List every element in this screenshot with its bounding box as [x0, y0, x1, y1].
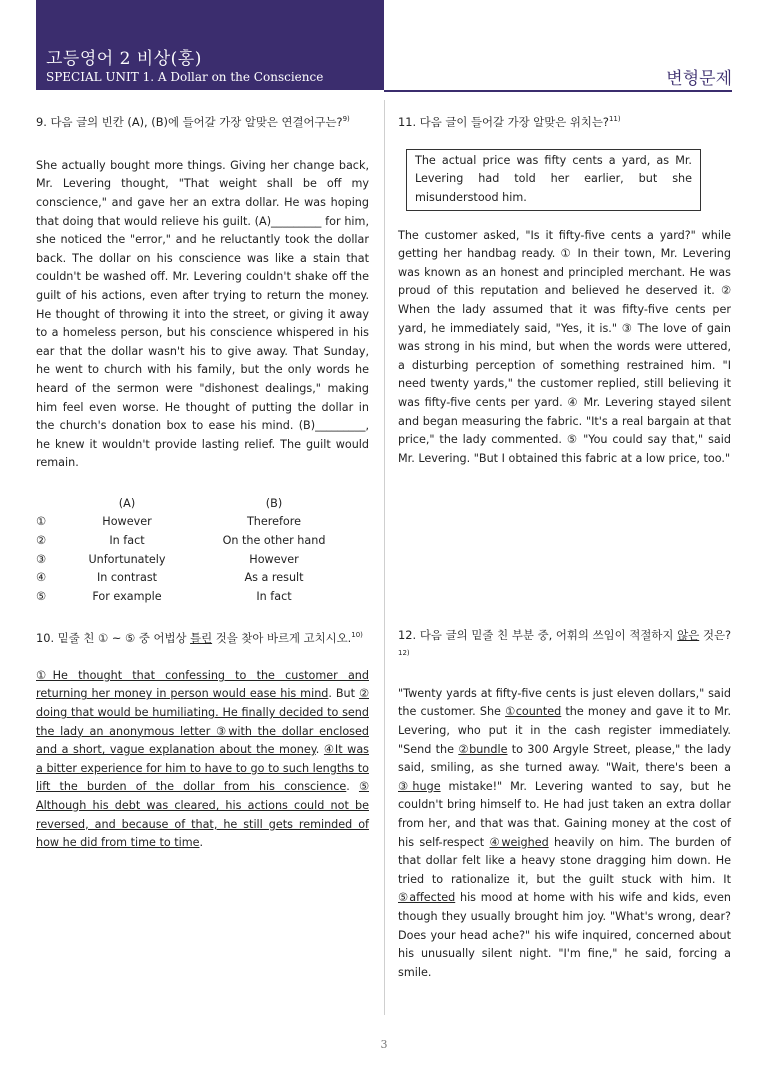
- question-9: [36, 110, 369, 606]
- q10-segment-3: ④It was a bitter experience for him to have to go to such lengths to lift the burden of the dollar from his conscience: [36, 743, 370, 794]
- q11-title: 11. 다음 글이 들어갈 가장 알맞은 위치는?$^{11)}$: [398, 114, 621, 129]
- option-number: ①: [36, 515, 47, 529]
- q12-footnote: 12): [398, 649, 410, 657]
- q9-option[interactable]: [36, 513, 356, 532]
- q10-segment-1: ①He thought that confessing to the customer and returning her money in person would ease his mind: [36, 668, 369, 701]
- question-11: [398, 110, 731, 468]
- option-a: Unfortunately: [88, 552, 166, 566]
- q9-option[interactable]: [36, 551, 356, 570]
- q12-underline-3: ③huge: [398, 779, 441, 793]
- option-b: As a result: [244, 571, 304, 585]
- q9-title: 9. 다음 글의 빈칸 (A), (B)에 들어갈 가장 알맞은 연결어구는?$^{9)}$: [36, 114, 350, 129]
- option-a: For example: [92, 589, 162, 603]
- q9-header-a: (A): [118, 496, 136, 510]
- q12-underline-2: ②bundle: [458, 742, 508, 756]
- option-number: ③: [36, 552, 47, 566]
- page-number: 3: [380, 1038, 388, 1051]
- option-b: On the other hand: [222, 534, 326, 548]
- option-number: ②: [36, 534, 47, 548]
- header-rule: [384, 90, 732, 92]
- option-b: In fact: [256, 589, 292, 603]
- header-right-label: 변형문제: [666, 69, 732, 89]
- header-title: 고등영어 2 비상(홍): [46, 49, 202, 69]
- q11-footnote: 11): [608, 115, 621, 123]
- q12-title: 12. 다음 글의 밑줄 친 부분 중, 어휘의 쓰임이 적절하지 않은 것은?$^{12)}$: [398, 628, 731, 657]
- column-divider: [384, 100, 385, 1015]
- q9-option[interactable]: [36, 588, 356, 607]
- q10-title: 10. 밑줄 친 ① ~ ⑤ 중 어법상 틀린 것을 찾아 바르게 고치시오.$^{10)}$: [36, 630, 363, 645]
- option-b: However: [249, 552, 299, 566]
- q11-passage: The customer asked, "Is it fifty-five cents a yard?" while getting her handbag ready. ① In their town, Mr. Levering was known as an honest and principled merchant. He was proud of this reputation and believed he deserved it. ② When the lady assumed that it was fifty-five cents per yard, he immediately said, "Yes, it is." ③ The love of gain was strong in his mind, but when the words were uttered, a disturbing perception of something restrained him. "I need twenty yards," the customer replied, still believing it was fifty-five cents per yard. ④ Mr. Levering stayed silent and began measuring the fabric. "It's a real bargain at that price," the lady commented. ⑤ "You could say that," said Mr. Levering. "But I obtained this fabric at a low price, too.": [398, 228, 731, 465]
- q11-insert-box: The actual price was fifty cents a yard, as Mr. Levering had told her earlier, but she misunderstood him.: [406, 149, 701, 211]
- q9-option[interactable]: [36, 532, 356, 551]
- option-b: Therefore: [246, 515, 302, 529]
- option-a: In contrast: [96, 571, 158, 585]
- header-banner: [36, 0, 384, 90]
- option-a: However: [102, 515, 152, 529]
- option-number: ④: [36, 571, 47, 585]
- header-subtitle: SPECIAL UNIT 1. A Dollar on the Conscience: [46, 70, 324, 84]
- q9-option[interactable]: [36, 569, 356, 588]
- q10-passage: ①He thought that confessing to the customer and returning her money in person would ease his mind. But ② doing that would be humiliating. He finally decided to send the lady an anonymous letter ③with the dollar enclosed and a short, vague explanation about the money. ④It was a bitter experience for him to have to go to such lengths to lift the burden of the dollar from his conscience. ⑤ Although his debt was cleared, his actions could not be reversed, and because of that, he still gets reminded of how he did from time to time.: [36, 668, 370, 850]
- q10-footnote: 10): [351, 631, 363, 639]
- option-a: In fact: [109, 534, 145, 548]
- question-10: [36, 626, 369, 853]
- q9-passage: She actually bought more things. Giving her change back, Mr. Levering thought, "That weight shall be off my conscience," and gave her an extra dollar. He was hoping that doing that would relieve his guilt. (A)_________ for him, she noticed the "error," and he reluctantly took the dollar back. The dollar on his conscience was like a stain that couldn't be washed off. Mr. Levering couldn't shake off the guilt of his actions, even after trying to return the money. He thought of throwing it into the street, or giving it away to a homeless person, but his conscience whispered in his ear that the dollar wasn't his to give away. That Sunday, he went to church with his family, but the only words he heard of the sermon were "dishonest dealings," making him feel even worse. He thought of putting the dollar in the church's donation box to ease his mind. (B)_________, he knew it wouldn't provide lasting relief. The guilt would remain.: [36, 158, 369, 470]
- q10-segment-2: ② doing that would be humiliating. He finally decided to send the lady an anonymous letter ③with the dollar enclosed and a short, vague explanation about the money: [36, 687, 369, 757]
- q12-passage: "Twenty yards at fifty-five cents is just eleven dollars," said the customer. She ①counted the money and gave it to Mr. Levering, who put it in the cash register immediately. "Send the ②bundle to 300 Argyle Street, please," the lady said, smiling, as she turned away. "Wait, there's been a ③huge mistake!" Mr. Levering wanted to say, but he couldn't bring himself to. He had just taken an extra dollar from her, and that was that. Gaining money at the cost of his self-respect ④weighed heavily on him. The burden of that dollar felt like a heavy stone dragging him down. He tried to rationalize it, but the guilt stuck with him. It ⑤affected his mood at home with his wife and kids, even though they usually brought him joy. "What's wrong, dear? Does your head ache?" his wife inquired, concerned about his unusually silent night. "I'm fine," he said, forcing a smile.: [398, 686, 731, 979]
- q10-segment-4: ⑤ Although his debt was cleared, his actions could not be reversed, and because of that, he still gets reminded of how he did from time to time: [36, 780, 369, 850]
- q12-underline-5: ⑤affected: [398, 891, 456, 905]
- q9-footnote: 9): [342, 115, 350, 123]
- q12-underline-1: ①counted: [505, 705, 562, 719]
- question-12: [398, 626, 731, 982]
- option-number: ⑤: [36, 589, 47, 603]
- q12-underline-4: ④weighed: [489, 835, 549, 849]
- q9-header-b: (B): [265, 496, 283, 510]
- q9-options: [36, 495, 356, 607]
